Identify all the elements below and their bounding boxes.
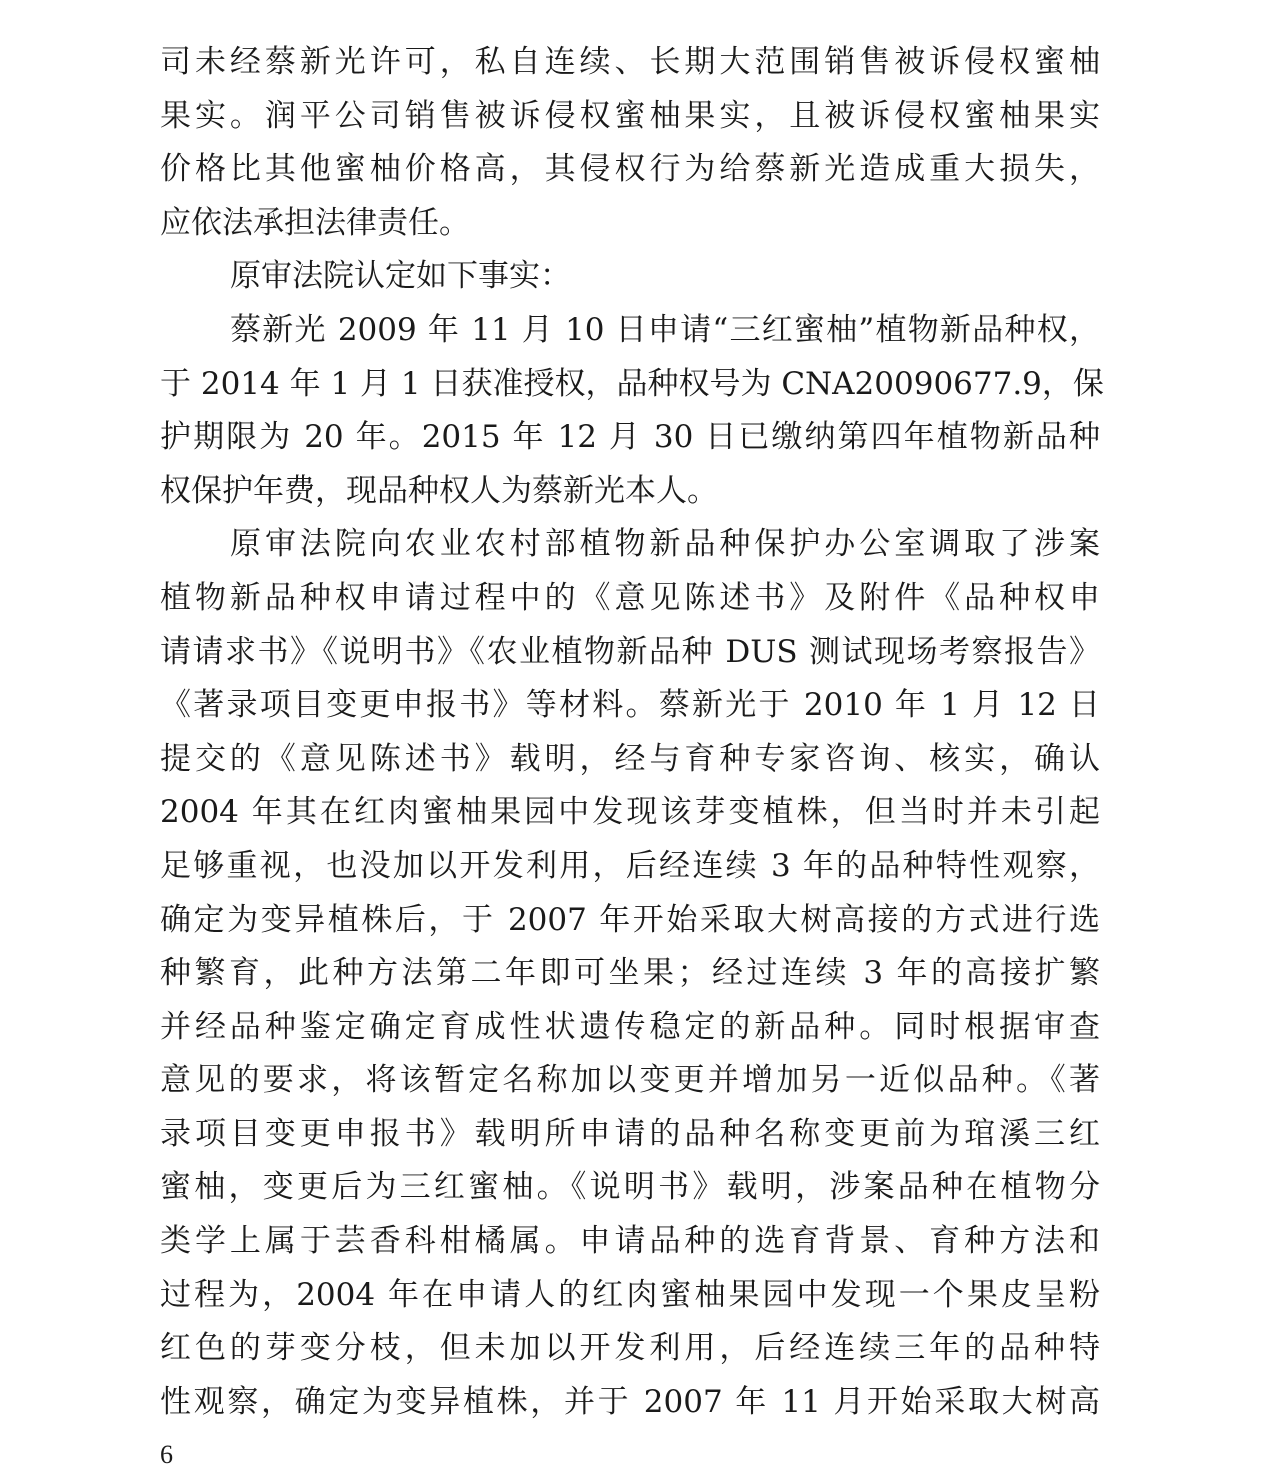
text-line-8: 护期限为 20 年。2015 年 12 月 30 日已缴纳第四年植物新品种 [160,419,1100,456]
text-line-23: 类学上属于芸香科柑橘属。申请品种的选育背景、育种方法和 [160,1223,1100,1260]
text-line-20: 意见的要求，将该暂定名称加以变更并增加另一近似品种。《著 [160,1062,1100,1099]
text-line-1: 司未经蔡新光许可，私自连续、长期大范围销售被诉侵权蜜柚 [160,44,1100,80]
document-body [160,36,1104,1429]
text-line-19: 并经品种鉴定确定育成性状遗传稳定的新品种。同时根据审查 [160,1008,1100,1045]
paragraph-heading-facts: 原审法院认定如下事实： [230,258,571,295]
text-line-16: 足够重视，也没加以开发利用，后经连续 3 年的品种特性观察， [160,847,1100,884]
text-line-22: 蜜柚，变更后为三红蜜柚。《说明书》载明，涉案品种在植物分 [160,1169,1100,1206]
text-line-13: 《著录项目变更申报书》等材料。蔡新光于 2010 年 1 月 12 日 [160,687,1100,724]
text-line-6: 蔡新光 2009 年 11 月 10 日申请“三红蜜柚”植物新品种权， [230,311,1100,348]
text-line-12: 请请求书》《说明书》《农业植物新品种 DUS 测试现场考察报告》 [160,633,1100,670]
text-line-21: 录项目变更申报书》载明所申请的品种名称变更前为琯溪三红 [160,1115,1100,1152]
text-line-3: 价格比其他蜜柚价格高，其侵权行为给蔡新光造成重大损失， [160,151,1100,188]
text-line-15: 2004 年其在红肉蜜柚果园中发现该芽变植株，但当时并未引起 [160,794,1100,831]
text-line-18: 种繁育，此种方法第二年即可坐果；经过连续 3 年的高接扩繁 [160,955,1100,992]
text-line-11: 植物新品种权申请过程中的《意见陈述书》及附件《品种权申 [160,579,1100,616]
text-line-17: 确定为变异植株后，于 2007 年开始采取大树高接的方式进行选 [160,901,1100,938]
text-line-2: 果实。润平公司销售被诉侵权蜜柚果实，且被诉侵权蜜柚果实 [160,97,1100,134]
text-line-14: 提交的《意见陈述书》载明，经与育种专家咨询、核实，确认 [160,740,1100,777]
page-number: 6 [160,1440,173,1469]
text-line-4: 应依法承担法律责任。 [160,204,470,241]
text-line-25: 红色的芽变分枝，但未加以开发利用，后经连续三年的品种特 [160,1330,1100,1367]
text-line-9: 权保护年费，现品种权人为蔡新光本人。 [160,472,718,509]
text-line-24: 过程为，2004 年在申请人的红肉蜜柚果园中发现一个果皮呈粉 [160,1276,1100,1313]
text-line-10: 原审法院向农业农村部植物新品种保护办公室调取了涉案 [230,526,1100,563]
text-line-26: 性观察，确定为变异植株，并于 2007 年 11 月开始采取大树高 [160,1383,1100,1420]
text-line-7: 于 2014 年 1 月 1 日获准授权，品种权号为 CNA20090677.9，保 [160,365,1104,402]
